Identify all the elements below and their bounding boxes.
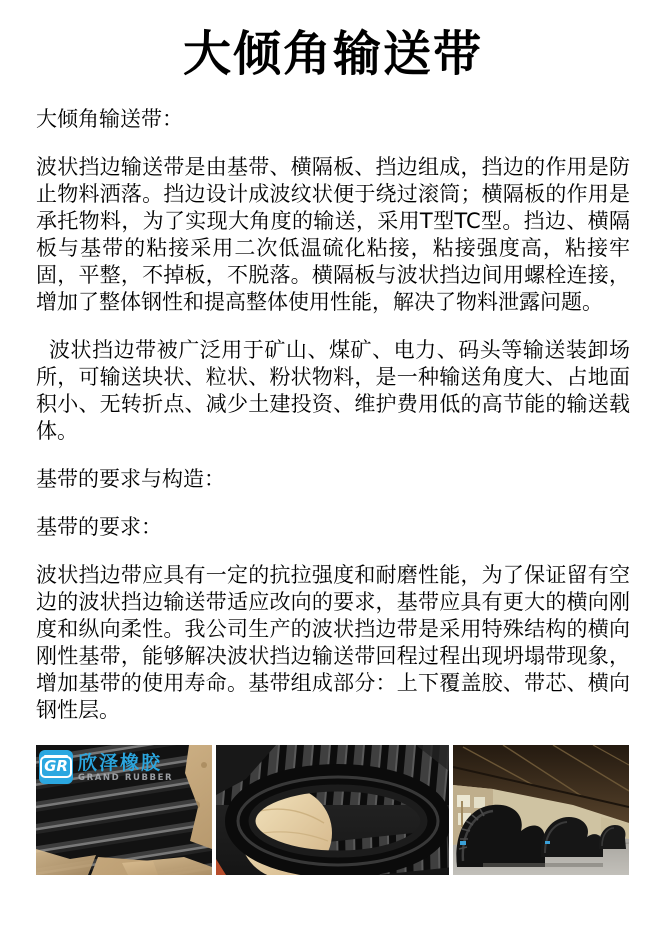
photo-belt-ring <box>216 745 449 875</box>
base-belt-paragraph: 波状挡边带应具有一定的抗拉强度和耐磨性能，为了保证留有空边的波状挡边输送带适应改向的要求，基带应具有更大的横向刚度和纵向柔性。我公司生产的波状挡边带是采用特殊结构的横向刚性基带，能够解决波状挡边输送带回程过程出现坍塌带现象，增加基带的使用寿命。基带组成部分：上下覆盖胶、带芯、横向钢性层。 <box>36 563 630 722</box>
gr-logo-icon: GR <box>39 750 73 784</box>
base-belt-heading: 基带的要求与构造： <box>36 467 225 491</box>
base-belt-subheading: 基带的要求： <box>36 515 162 539</box>
page-title: 大倾角输送带 <box>182 26 483 82</box>
application-paragraph: 波状挡边带被广泛用于矿山、煤矿、电力、码头等输送装卸场所，可输送块状、粒状、粉状物料，是一种输送角度大、占地面积小、无转折点、减少土建投资、维护费用低的高节能的输送载体。 <box>36 338 630 443</box>
photo-sidewall-stack <box>36 745 212 875</box>
brand-name-en: GRAND RUBBER <box>78 773 174 783</box>
belt-ring-illustration <box>216 745 449 875</box>
product-photo-gallery <box>36 745 630 875</box>
brand-name-cn: 欣泽橡胶 <box>78 752 163 774</box>
warehouse-row-illustration <box>453 745 629 875</box>
brand-watermark <box>39 750 173 784</box>
structure-paragraph: 波状挡边输送带是由基带、横隔板、挡边组成，挡边的作用是防止物料洒落。挡边设计成波纹状便于绕过滚筒；横隔板的作用是承托物料，为了实现大角度的输送，采用T型TC型。挡边、横隔板与基带的粘接采用二次低温硫化粘接，粘接强度高，粘接牢固，平整，不掉板，不脱落。横隔板与波状挡边间用螺栓连接，增加了整体钢性和提高整体使用性能，解决了物料泄露问题。 <box>36 155 630 314</box>
photo-warehouse-row <box>453 745 629 875</box>
article-body <box>36 106 630 724</box>
intro-label: 大倾角输送带： <box>36 107 183 131</box>
